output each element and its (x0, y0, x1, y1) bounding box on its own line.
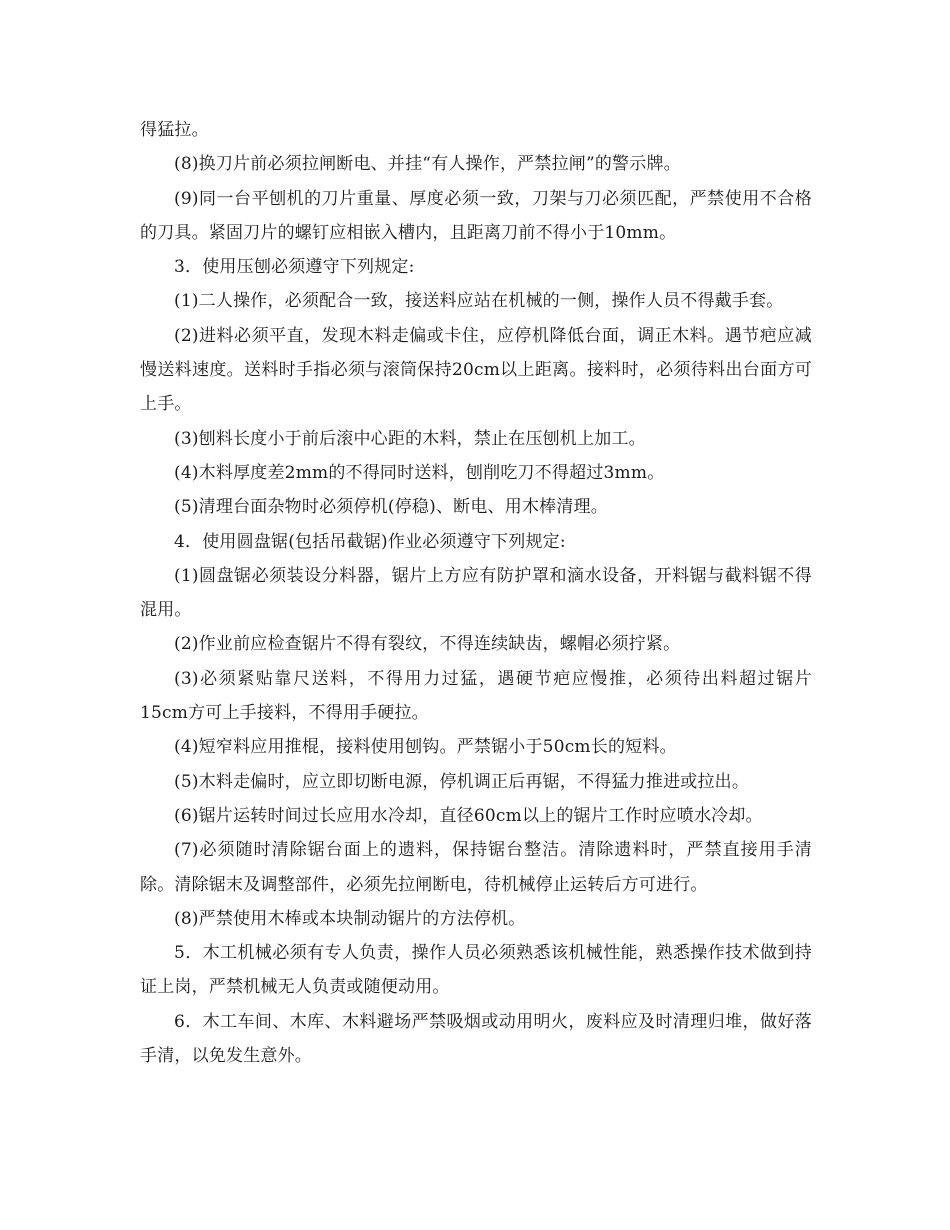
paragraph: (7)必须随时清除锯台面上的遗料，保持锯台整洁。清除遗料时，严禁直接用手清除。清除锯末及调整部件，必须先拉闸断电，待机械停止运转后方可进行。 (140, 840, 812, 895)
paragraph: (2)作业前应检查锯片不得有裂纹，不得连续缺齿，螺帽必须拧紧。 (174, 634, 681, 655)
paragraph: (1)圆盘锯必须装设分料器，锯片上方应有防护罩和滴水设备，开料锯与截料锯不得混用。 (140, 565, 812, 621)
paragraph: (6)锯片运转时间过长应用水冷却，直径60cm以上的锯片工作时应喷水冷却。 (174, 805, 763, 826)
paragraph: (2)进料必须平直，发现木料走偏或卡住，应停机降低台面，调正木料。遇节疤应减慢送料速度。送料时手指必须与滚筒保持20cm以上距离。接料时，必须待料出台面方可上手。 (140, 325, 812, 415)
document-body (140, 113, 812, 1073)
paragraph: 得猛拉。 (140, 120, 209, 140)
section-heading: 3．使用压刨必须遵守下列规定: (174, 257, 415, 278)
paragraph: (4)木料厚度差2mm的不得同时送料，刨削吃刀不得超过3mm。 (174, 462, 665, 483)
paragraph: (8)换刀片前必须拉闸断电、并挂“有人操作，严禁拉闸”的警示牌。 (174, 154, 681, 175)
paragraph: (5)清理台面杂物时必须停机(停稳)、断电、用木棒清理。 (174, 497, 608, 518)
section-heading: 4．使用圆盘锯(包括吊截锯)作业必须遵守下列规定: (174, 531, 566, 552)
section-heading: 6．木工车间、木库、木料避场严禁吸烟或动用明火，废料应及时清理归堆，做好落手清，以免发生意外。 (140, 1011, 812, 1067)
paragraph: (1)二人操作，必须配合一致，接送料应站在机械的一侧，操作人员不得戴手套。 (174, 291, 784, 312)
paragraph: (8)严禁使用木棒或本块制动锯片的方法停机。 (174, 908, 526, 929)
paragraph: (4)短窄料应用推棍，接料使用刨钩。严禁锯小于50cm长的短料。 (174, 737, 677, 758)
paragraph: (5)木料走偏时，应立即切断电源，停机调正后再锯，不得猛力推进或拉出。 (174, 771, 750, 792)
paragraph: (3)必须紧贴靠尺送料，不得用力过猛，遇硬节疤应慢推，必须待出料超过锯片15cm方可上手接料，不得用手硬拉。 (140, 668, 812, 724)
paragraph: (3)刨料长度小于前后滚中心距的木料，禁止在压刨机上加工。 (174, 428, 646, 449)
section-heading: 5．木工机械必须有专人负责，操作人员必须熟悉该机械性能，熟悉操作技术做到持证上岗，严禁机械无人负责或随便动用。 (140, 943, 812, 998)
paragraph: (9)同一台平刨机的刀片重量、厚度必须一致，刀架与刀必须匹配，严禁使用不合格的刀具。紧固刀片的螺钉应相嵌入槽内，且距离刀前不得小于10mm。 (140, 188, 812, 243)
